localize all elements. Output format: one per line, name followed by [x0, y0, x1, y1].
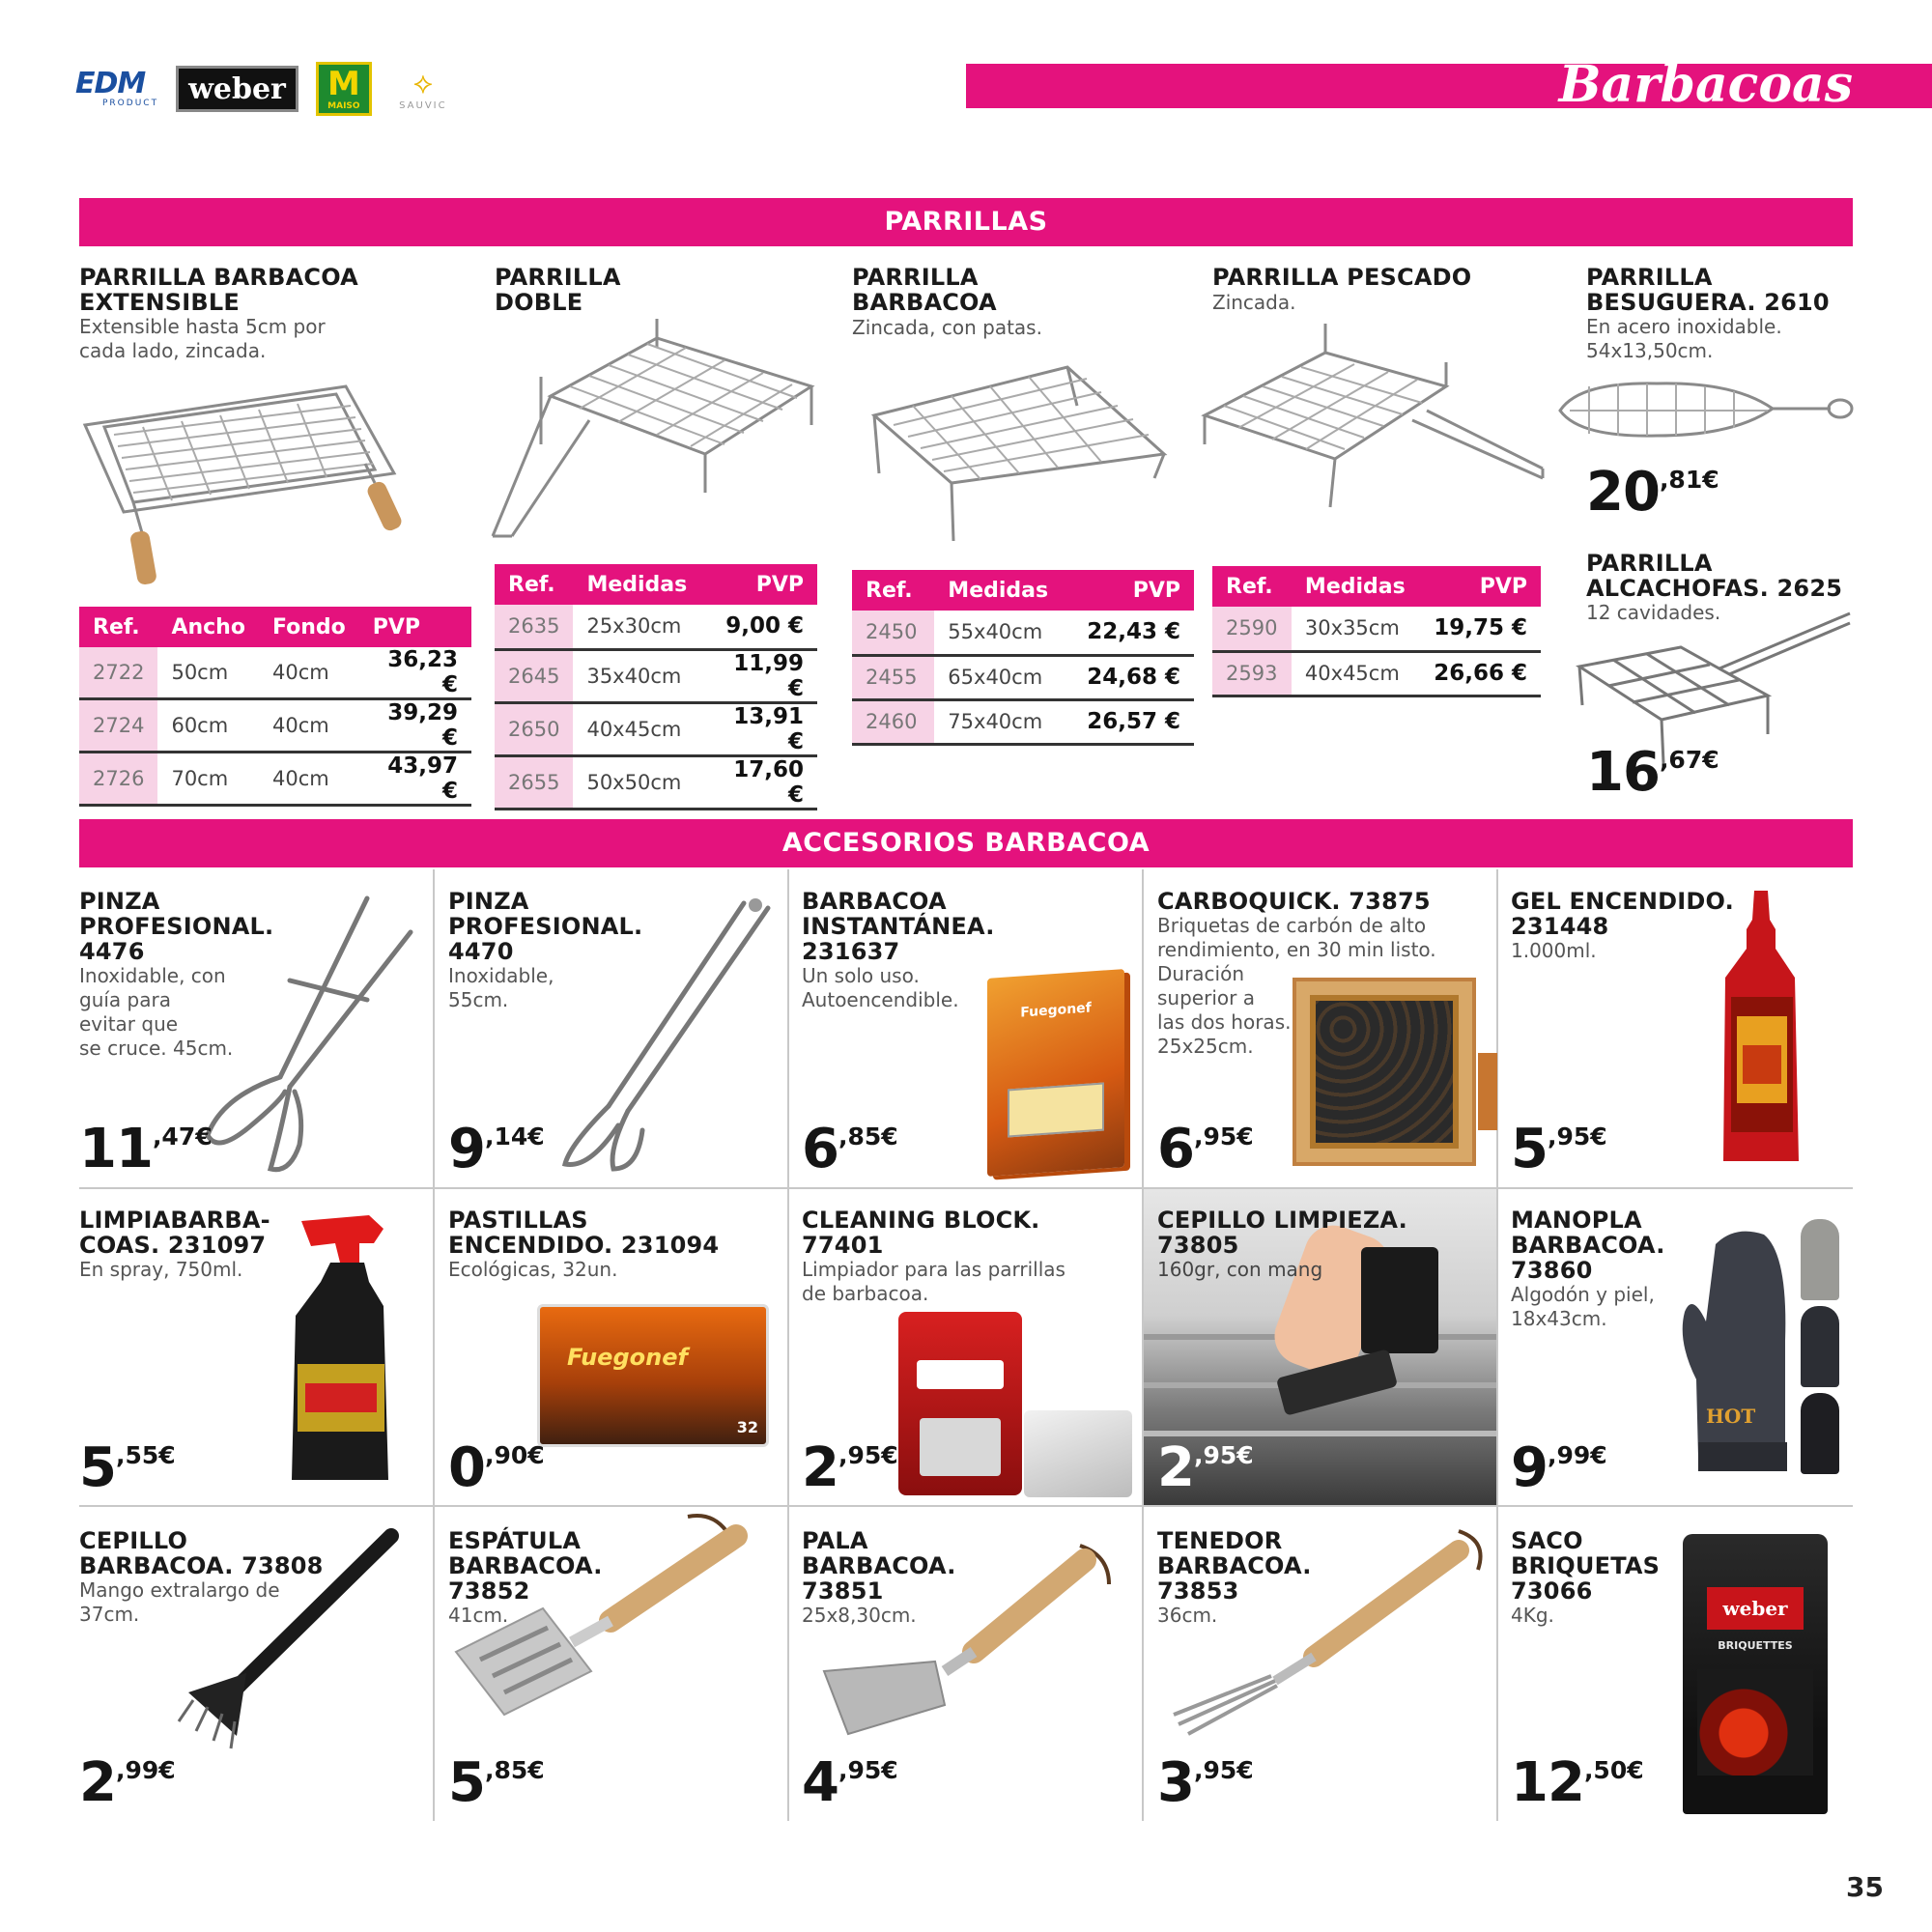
table-row: 2724 60cm 40cm 39,29 €: [79, 699, 471, 753]
page-number: 35: [1846, 1871, 1884, 1903]
pastillas-title: PASTILLAS ENCENDIDO. 231094: [448, 1207, 720, 1259]
gel-encendido-price: 5,95€: [1511, 1118, 1607, 1180]
limpiabarbacoas-desc: En spray, 750ml.: [79, 1258, 243, 1281]
saco-briquetas-desc: 4Kg.: [1511, 1604, 1554, 1627]
instant-bbq-box-image: [987, 969, 1124, 1177]
carboquick-box-side: [1478, 1053, 1497, 1130]
bag-briquettes-label: BRIQUETTES: [1718, 1639, 1793, 1652]
pinza-4470-desc: Inoxidable, 55cm.: [448, 964, 554, 1011]
table-row: 2650 40x45cm 13,91 €: [495, 702, 817, 755]
gel-bottle-image: [1716, 891, 1806, 1166]
alcachofas-price: 16,67€: [1586, 741, 1719, 804]
mitt-hot-label: HOT: [1706, 1405, 1756, 1428]
shovel-image: [819, 1536, 1128, 1739]
briquettes-bag-image: [1683, 1534, 1828, 1814]
doble-table: [495, 564, 817, 810]
fuegonef-label: Fuegonef: [1020, 1000, 1092, 1021]
table-row: 2593 40x45cm 26,66 €: [1212, 651, 1541, 696]
pala-desc: 25x8,30cm.: [802, 1604, 917, 1627]
carboquick-title: CARBOQUICK. 73875: [1157, 888, 1431, 915]
cepillo-barbacoa-desc: Mango extralargo de 37cm.: [79, 1578, 280, 1626]
table-row: 2655 50x50cm 17,60 €: [495, 755, 817, 809]
grill-brush-image: [159, 1528, 401, 1760]
extensible-table: [79, 607, 471, 807]
brush-head-graphic: [1361, 1247, 1438, 1353]
table-row: 2645 35x40cm 11,99 €: [495, 649, 817, 702]
maiso-logo: M MAISO: [316, 62, 372, 116]
table-row: 2455 65x40cm 24,68 €: [852, 655, 1194, 699]
table-header-row: Ref. Medidas PVP: [495, 564, 817, 605]
barbacoa-title: PARRILLA BARBACOA: [852, 264, 997, 316]
pinza-4470-price: 9,14€: [448, 1118, 545, 1180]
cleaning-block-title: CLEANING BLOCK. 77401: [802, 1207, 1040, 1259]
barbacoa-instantanea-price: 6,85€: [802, 1118, 898, 1180]
besuguera-desc: En acero inoxidable. 54x13,50cm.: [1586, 315, 1782, 362]
spatula-image: [446, 1507, 775, 1729]
tongs-4470-image: [551, 894, 778, 1179]
pinza-4476-price: 11,47€: [79, 1118, 213, 1180]
pescado-title: PARRILLA PESCADO: [1212, 264, 1472, 291]
pescado-table: [1212, 566, 1541, 697]
doble-title: PARRILLA DOBLE: [495, 264, 621, 316]
pack-count-label: 32: [736, 1418, 758, 1436]
pinza-4470-title: PINZA PROFESIONAL. 4470: [448, 888, 643, 965]
gel-encendido-title: GEL ENCENDIDO. 231448: [1511, 888, 1734, 940]
carboquick-box-image: [1293, 978, 1476, 1166]
table-row: 2590 30x35cm 19,75 €: [1212, 607, 1541, 651]
grill-extensible-image: [75, 367, 413, 589]
espatula-price: 5,85€: [448, 1751, 545, 1814]
limpiabarbacoas-price: 5,55€: [79, 1436, 176, 1499]
briquettes-graphic: [1310, 995, 1459, 1149]
grid-divider: [79, 1187, 1853, 1189]
grill-pescado-image: [1200, 314, 1548, 517]
manopla-price: 9,99€: [1511, 1436, 1607, 1499]
cleaning-block-desc: Limpiador para las parrillas de barbacoa.: [802, 1258, 1065, 1305]
grill-besuguera-image: [1550, 372, 1855, 444]
table-row: 2726 70cm 40cm 43,97 €: [79, 753, 471, 806]
cepillo-limpieza-title: CEPILLO LIMPIEZA. 73805: [1157, 1207, 1407, 1259]
mitt-variant-dark: [1801, 1393, 1839, 1474]
grill-barbacoa-image: [865, 357, 1174, 551]
besuguera-title: PARRILLA BESUGUERA. 2610: [1586, 264, 1830, 316]
grid-divider: [433, 869, 435, 1821]
table-row: 2722 50cm 40cm 36,23 €: [79, 647, 471, 699]
grid-divider: [787, 869, 789, 1821]
parrillas-banner: PARRILLAS: [79, 198, 1853, 246]
alcachofas-desc: 12 cavidades.: [1586, 601, 1721, 624]
extensible-title: PARRILLA BARBACOA EXTENSIBLE: [79, 264, 358, 316]
tenedor-title: TENEDOR BARBACOA. 73853: [1157, 1527, 1312, 1605]
carboquick-desc: Briquetas de carbón de alto rendimiento, en 30 min listo. Duración superior a las dos horas. 25x25cm.: [1157, 914, 1436, 1058]
sauvic-logo: ⟡ SAUVIC: [399, 66, 447, 111]
weber-logo: weber: [176, 66, 298, 112]
extensible-desc: Extensible hasta 5cm por cada lado, zincada.: [79, 315, 326, 362]
table-header-row: Ref. Ancho Fondo PVP: [79, 607, 471, 647]
saco-briquetas-price: 12,50€: [1511, 1751, 1644, 1814]
barbacoa-instantanea-desc: Un solo uso. Autoencendible.: [802, 964, 959, 1011]
table-header-row: Ref. Medidas PVP: [1212, 566, 1541, 607]
bird-icon: ⟡: [412, 66, 433, 100]
box-label: [917, 1360, 1004, 1389]
table-header-row: Ref. Medidas PVP: [852, 570, 1194, 611]
cepillo-limpieza-price: 2,95€: [1157, 1436, 1254, 1499]
saco-briquetas-title: SACO BRIQUETAS 73066: [1511, 1527, 1661, 1605]
cepillo-limpieza-desc: 160gr, con mang: [1157, 1258, 1323, 1281]
tongs-4476-image: [193, 894, 425, 1179]
bbq-tray-graphic: [1008, 1083, 1104, 1138]
barbacoa-instantanea-title: BARBACOA INSTANTÁNEA. 231637: [802, 888, 995, 965]
espatula-desc: 41cm.: [448, 1604, 509, 1627]
espatula-title: ESPÁTULA BARBACOA. 73852: [448, 1527, 603, 1605]
limpiabarbacoas-title: LIMPIABARBA- COAS. 231097: [79, 1207, 270, 1259]
tenedor-price: 3,95€: [1157, 1751, 1254, 1814]
carboquick-price: 6,95€: [1157, 1118, 1254, 1180]
spray-bottle-image: [282, 1209, 398, 1485]
pala-title: PALA BARBACOA. 73851: [802, 1527, 956, 1605]
grill-bar: [1144, 1431, 1496, 1436]
firelighter-pack-image: [537, 1304, 769, 1447]
pumice-block-image: [1024, 1410, 1132, 1497]
pinza-4476-desc: Inoxidable, con guía para evitar que se cruce. 45cm.: [79, 964, 234, 1060]
manopla-title: MANOPLA BARBACOA. 73860: [1511, 1207, 1665, 1284]
alcachofas-title: PARRILLA ALCACHOFAS. 2625: [1586, 550, 1843, 602]
bag-weber-label: weber: [1707, 1587, 1804, 1630]
page-title: Barbacoas: [1558, 55, 1853, 114]
title-bar: [966, 55, 1932, 114]
table-row: 2450 55x40cm 22,43 €: [852, 611, 1194, 655]
bag-fire-graphic: [1697, 1669, 1813, 1776]
barbacoa-table: [852, 570, 1194, 746]
gel-encendido-desc: 1.000ml.: [1511, 939, 1597, 962]
mitt-variant-grey: [1801, 1219, 1839, 1300]
accesorios-banner: ACCESORIOS BARBACOA: [79, 819, 1853, 867]
cepillo-barbacoa-title: CEPILLO BARBACOA. 73808: [79, 1527, 324, 1579]
box-window: [920, 1418, 1001, 1476]
besuguera-price: 20,81€: [1586, 461, 1719, 524]
brand-logos: [75, 60, 457, 118]
barbacoa-desc: Zincada, con patas.: [852, 316, 1042, 339]
pescado-desc: Zincada.: [1212, 291, 1296, 314]
oven-mitt-image: [1677, 1225, 1797, 1478]
pala-price: 4,95€: [802, 1751, 898, 1814]
edm-logo: EDM PRODUCT: [75, 67, 159, 108]
mitt-variant-black: [1801, 1306, 1839, 1387]
pastillas-price: 0,90€: [448, 1436, 545, 1499]
grid-divider: [79, 1505, 1853, 1507]
manopla-desc: Algodón y piel, 18x43cm.: [1511, 1283, 1655, 1330]
fuegonef-label: Fuegonef: [567, 1344, 688, 1371]
table-row: 2635 25x30cm 9,00 €: [495, 605, 817, 649]
cleaning-block-box-image: [898, 1312, 1022, 1495]
fork-image: [1169, 1526, 1492, 1739]
pastillas-desc: Ecológicas, 32un.: [448, 1258, 618, 1281]
cleaning-block-price: 2,95€: [802, 1436, 898, 1499]
grill-doble-image: [483, 309, 816, 546]
pinza-4476-title: PINZA PROFESIONAL. 4476: [79, 888, 274, 965]
cepillo-barbacoa-price: 2,99€: [79, 1751, 176, 1814]
tenedor-desc: 36cm.: [1157, 1604, 1218, 1627]
grid-divider: [1496, 869, 1498, 1821]
table-row: 2460 75x40cm 26,57 €: [852, 699, 1194, 744]
